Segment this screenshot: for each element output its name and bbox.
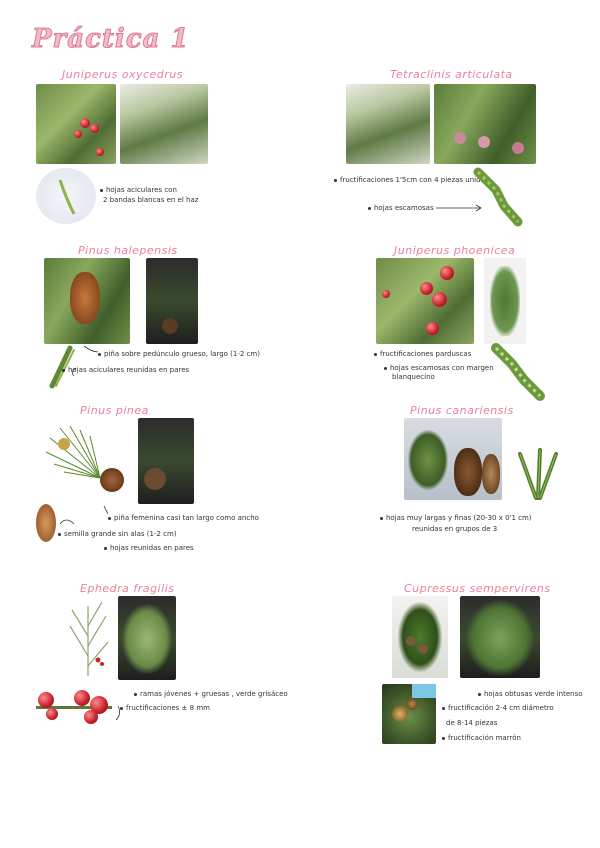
species-title-ephedra-fragilis: Ephedra fragilis xyxy=(80,582,175,595)
note-line: semilla grande sin alas (1-2 cm) xyxy=(58,530,177,539)
note-line: hojas escamosas xyxy=(368,204,434,213)
page-title: Práctica 1 xyxy=(32,24,190,54)
note-line: piña sobre pedúnculo grueso, largo (1-2 cm) xyxy=(98,350,260,359)
photo-cupressus-cones xyxy=(382,684,436,744)
note-line: fructificaciones parduscas xyxy=(374,350,471,359)
species-title-pinus-halepensis: Pinus halepensis xyxy=(78,244,178,257)
note-line: hojas escamosas con margen xyxy=(384,364,494,373)
species-title-juniperus-phoenicea: Juniperus phoenicea xyxy=(394,244,516,257)
note-line: fructificaciones ± 8 mm xyxy=(120,704,210,713)
note-line: reunidas en grupos de 3 xyxy=(412,525,498,533)
note-line: fructificaciones 1'5cm con 4 piezas unidas xyxy=(334,176,488,185)
photo-cupressus-branch xyxy=(392,596,448,678)
note-line: hojas aciculares reunidas en pares xyxy=(62,366,189,375)
species-title-juniperus-oxycedrus: Juniperus oxycedrus xyxy=(62,68,183,81)
species-title-pinus-pinea: Pinus pinea xyxy=(80,404,149,417)
note-line: hojas aciculares con xyxy=(100,186,177,195)
note-line: piña femenina casi tan largo como ancho xyxy=(108,514,259,523)
note-line: fructificación 2-4 cm diámetro xyxy=(442,704,554,713)
note-line: de 8-14 piezas xyxy=(446,719,498,727)
note-line: 2 bandas blancas en el haz xyxy=(103,196,199,204)
photo-cupressus-herbarium xyxy=(460,596,540,678)
note-line: blanquecino xyxy=(392,373,435,381)
note-line: hojas obtusas verde intenso xyxy=(478,690,583,699)
species-title-tetraclinis-articulata: Tetraclinis articulata xyxy=(390,68,513,81)
species-title-cupressus-sempervirens: Cupressus sempervirens xyxy=(404,582,551,595)
note-line: hojas muy largas y finas (20-30 x 0'1 cm) xyxy=(380,514,532,523)
species-title-pinus-canariensis: Pinus canariensis xyxy=(410,404,514,417)
note-line: fructificación marrón xyxy=(442,734,521,743)
note-line: hojas reunidas en pares xyxy=(104,544,194,553)
note-line: ramas jóvenes + gruesas , verde grisáceo xyxy=(134,690,288,699)
